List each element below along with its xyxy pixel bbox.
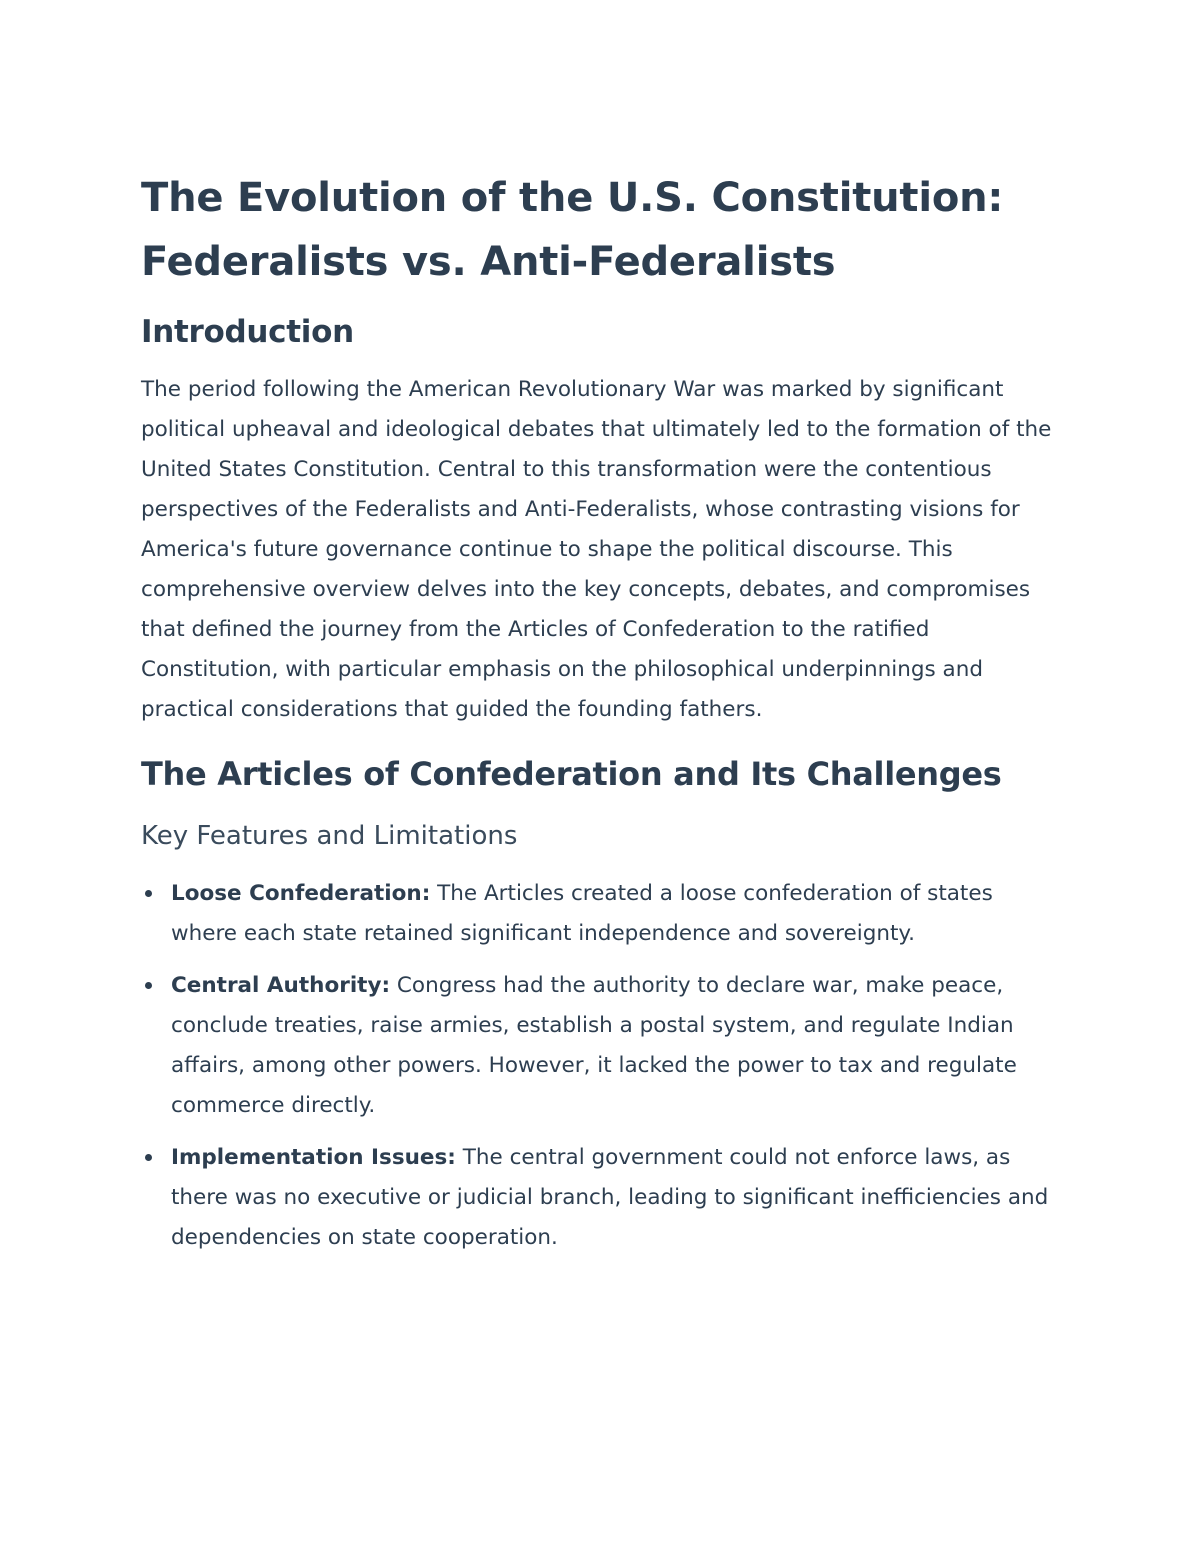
bullet-icon (145, 890, 152, 897)
articles-section-heading: The Articles of Confederation and Its Challenges (141, 755, 1002, 793)
list-item (141, 874, 1061, 954)
introduction-heading: Introduction (141, 314, 354, 350)
list-item-text: Congress had the authority to declare war, make peace, conclude treaties, raise armies, establish a postal system, and regulate Indian affairs, among other powers. However, it lacked the power to tax and regulate commerce directly. (171, 973, 1017, 1118)
bullet-icon (145, 1154, 152, 1161)
list-item-term: Loose Confederation: (171, 881, 431, 906)
document-page (141, 166, 1061, 1270)
key-features-list (141, 874, 1061, 1258)
list-item (141, 1138, 1061, 1258)
key-features-subheading: Key Features and Limitations (141, 821, 518, 851)
bullet-icon (145, 982, 152, 989)
list-item-term: Implementation Issues: (171, 1145, 456, 1170)
document-title (141, 166, 1061, 294)
list-item-text: The Articles created a loose confederation of states where each state retained significant independence and sovereignty. (171, 881, 993, 946)
title-line-2: Federalists vs. Anti-Federalists (141, 239, 836, 285)
title-line-1: The Evolution of the U.S. Constitution: (141, 175, 1004, 221)
list-item-text: The central government could not enforce laws, as there was no executive or judicial branch, leading to significant inefficiencies and dependencies on state cooperation. (171, 1145, 1049, 1250)
list-item (141, 966, 1061, 1126)
introduction-paragraph: The period following the American Revolutionary War was marked by significant political upheaval and ideological debates that ultimately led to the formation of the United States Constitution. Central to this transformation were the contentious perspectives of the Federalists and Anti-Federalists, whose contrasting visions for America's future governance continue to shape the political discourse. This comprehensive overview delves into the key concepts, debates, and compromises that defined the journey from the Articles of Confederation to the ratified Constitution, with particular emphasis on the philosophical underpinnings and practical considerations that guided the founding fathers. (141, 377, 1052, 722)
list-item-term: Central Authority: (171, 973, 391, 998)
